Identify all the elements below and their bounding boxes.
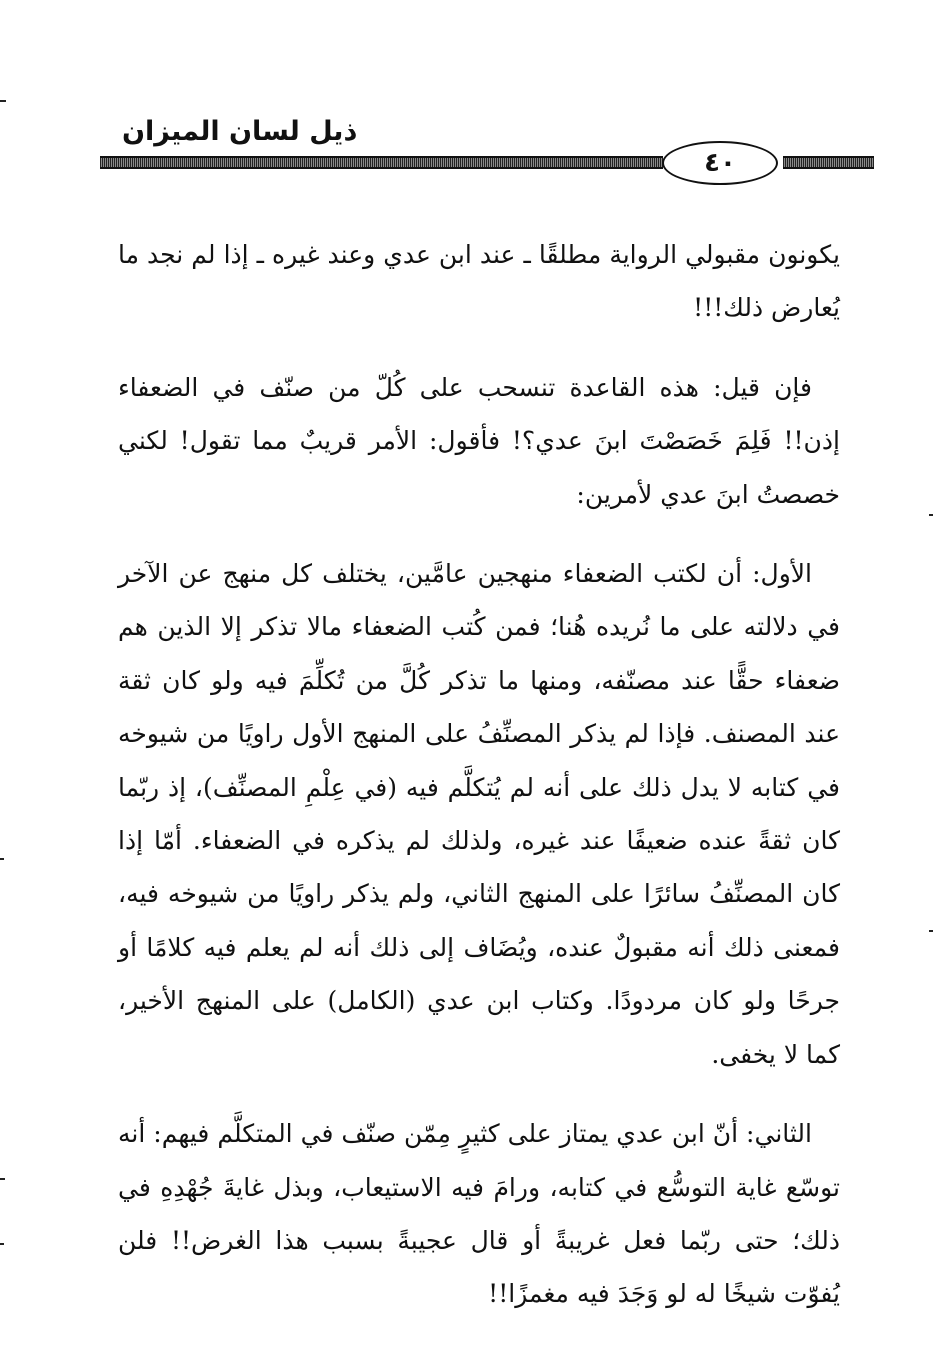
page-body: [118, 228, 840, 1347]
page-number: [662, 141, 778, 185]
scan-edge-mark: [0, 858, 4, 860]
scan-edge-mark: [0, 1178, 5, 1180]
book-title: ذيل لسان الميزان: [122, 116, 358, 147]
paragraph: الثاني: أنّ ابن عدي يمتاز على كثيرٍ مِمّن صنّف في المتكلَّم فيهم: أنه توسّع غاية التوسُّع في كتابه، ورامَ فيه الاستيعاب، وبذل غايةَ جُهْدِهِ في ذلك؛ حتى ربّما فعل غريبةً أو قال عجيبةً بسبب هذا الغرض!! فلن يُفوّت شيخًا له لو وَجَدَ فيه مغمزًا!!: [118, 1119, 840, 1309]
scan-edge-mark: [0, 1243, 4, 1245]
header-rule-right: [783, 156, 874, 169]
paragraph: الأول: أن لكتب الضعفاء منهجين عامَّين، يختلف كل منهج عن الآخر في دلالته على ما نُريده هُنا؛ فمن كُتب الضعفاء مالا تذكر إلا الذين هم ضعفاء حقًّا عند مصنّفه، ومنها ما تذكر كُلَّ من تُكلِّمَ فيه ولو كان ثقة عند المصنف. فإذا لم يذكر المصنِّفُ على المنهج الأول راويًا من شيوخه في كتابه لا يدل ذلك على أنه لم يُتكلَّم فيه (في عِلْمِ المصنِّف)، إذ ربّما كان ثقةً عنده ضعيفًا عند غيره، ولذلك لم يذكره في الضعفاء. أمّا إذا كان المصنِّفُ سائرًا على المنهج الثاني، ولم يذكر راويًا من شيوخه فيه، فمعنى ذلك أنه مقبولٌ عنده، ويُضَاف إلى ذلك أنه لم يعلم فيه كلامًا أو جرحًا ولو كان مردودًا. وكتاب ابن عدي (الكامل) على المنهج الأخير، كما لا يخفى.: [118, 559, 840, 1069]
page-number-label: ٤٠: [704, 148, 736, 178]
scan-edge-mark: [929, 514, 933, 516]
header-rule-left: [100, 156, 663, 169]
paragraph: يكونون مقبولي الرواية مطلقًا ـ عند ابن عدي وعند غيره ـ إذا لم نجد ما يُعارض ذلك!!!: [118, 240, 840, 323]
scan-edge-mark: [929, 930, 933, 932]
page-header: [100, 108, 874, 188]
paragraph: فإن قيل: هذه القاعدة تنسحب على كُلّ من صنّف في الضعفاء إذن!! فَلِمَ خَصَصْتَ ابنَ عدي؟! فأقول: الأمر قريبٌ مما تقول! لكني خصصتُ ابنَ عدي لأمرين:: [118, 372, 840, 509]
scan-edge-mark: [0, 100, 6, 102]
